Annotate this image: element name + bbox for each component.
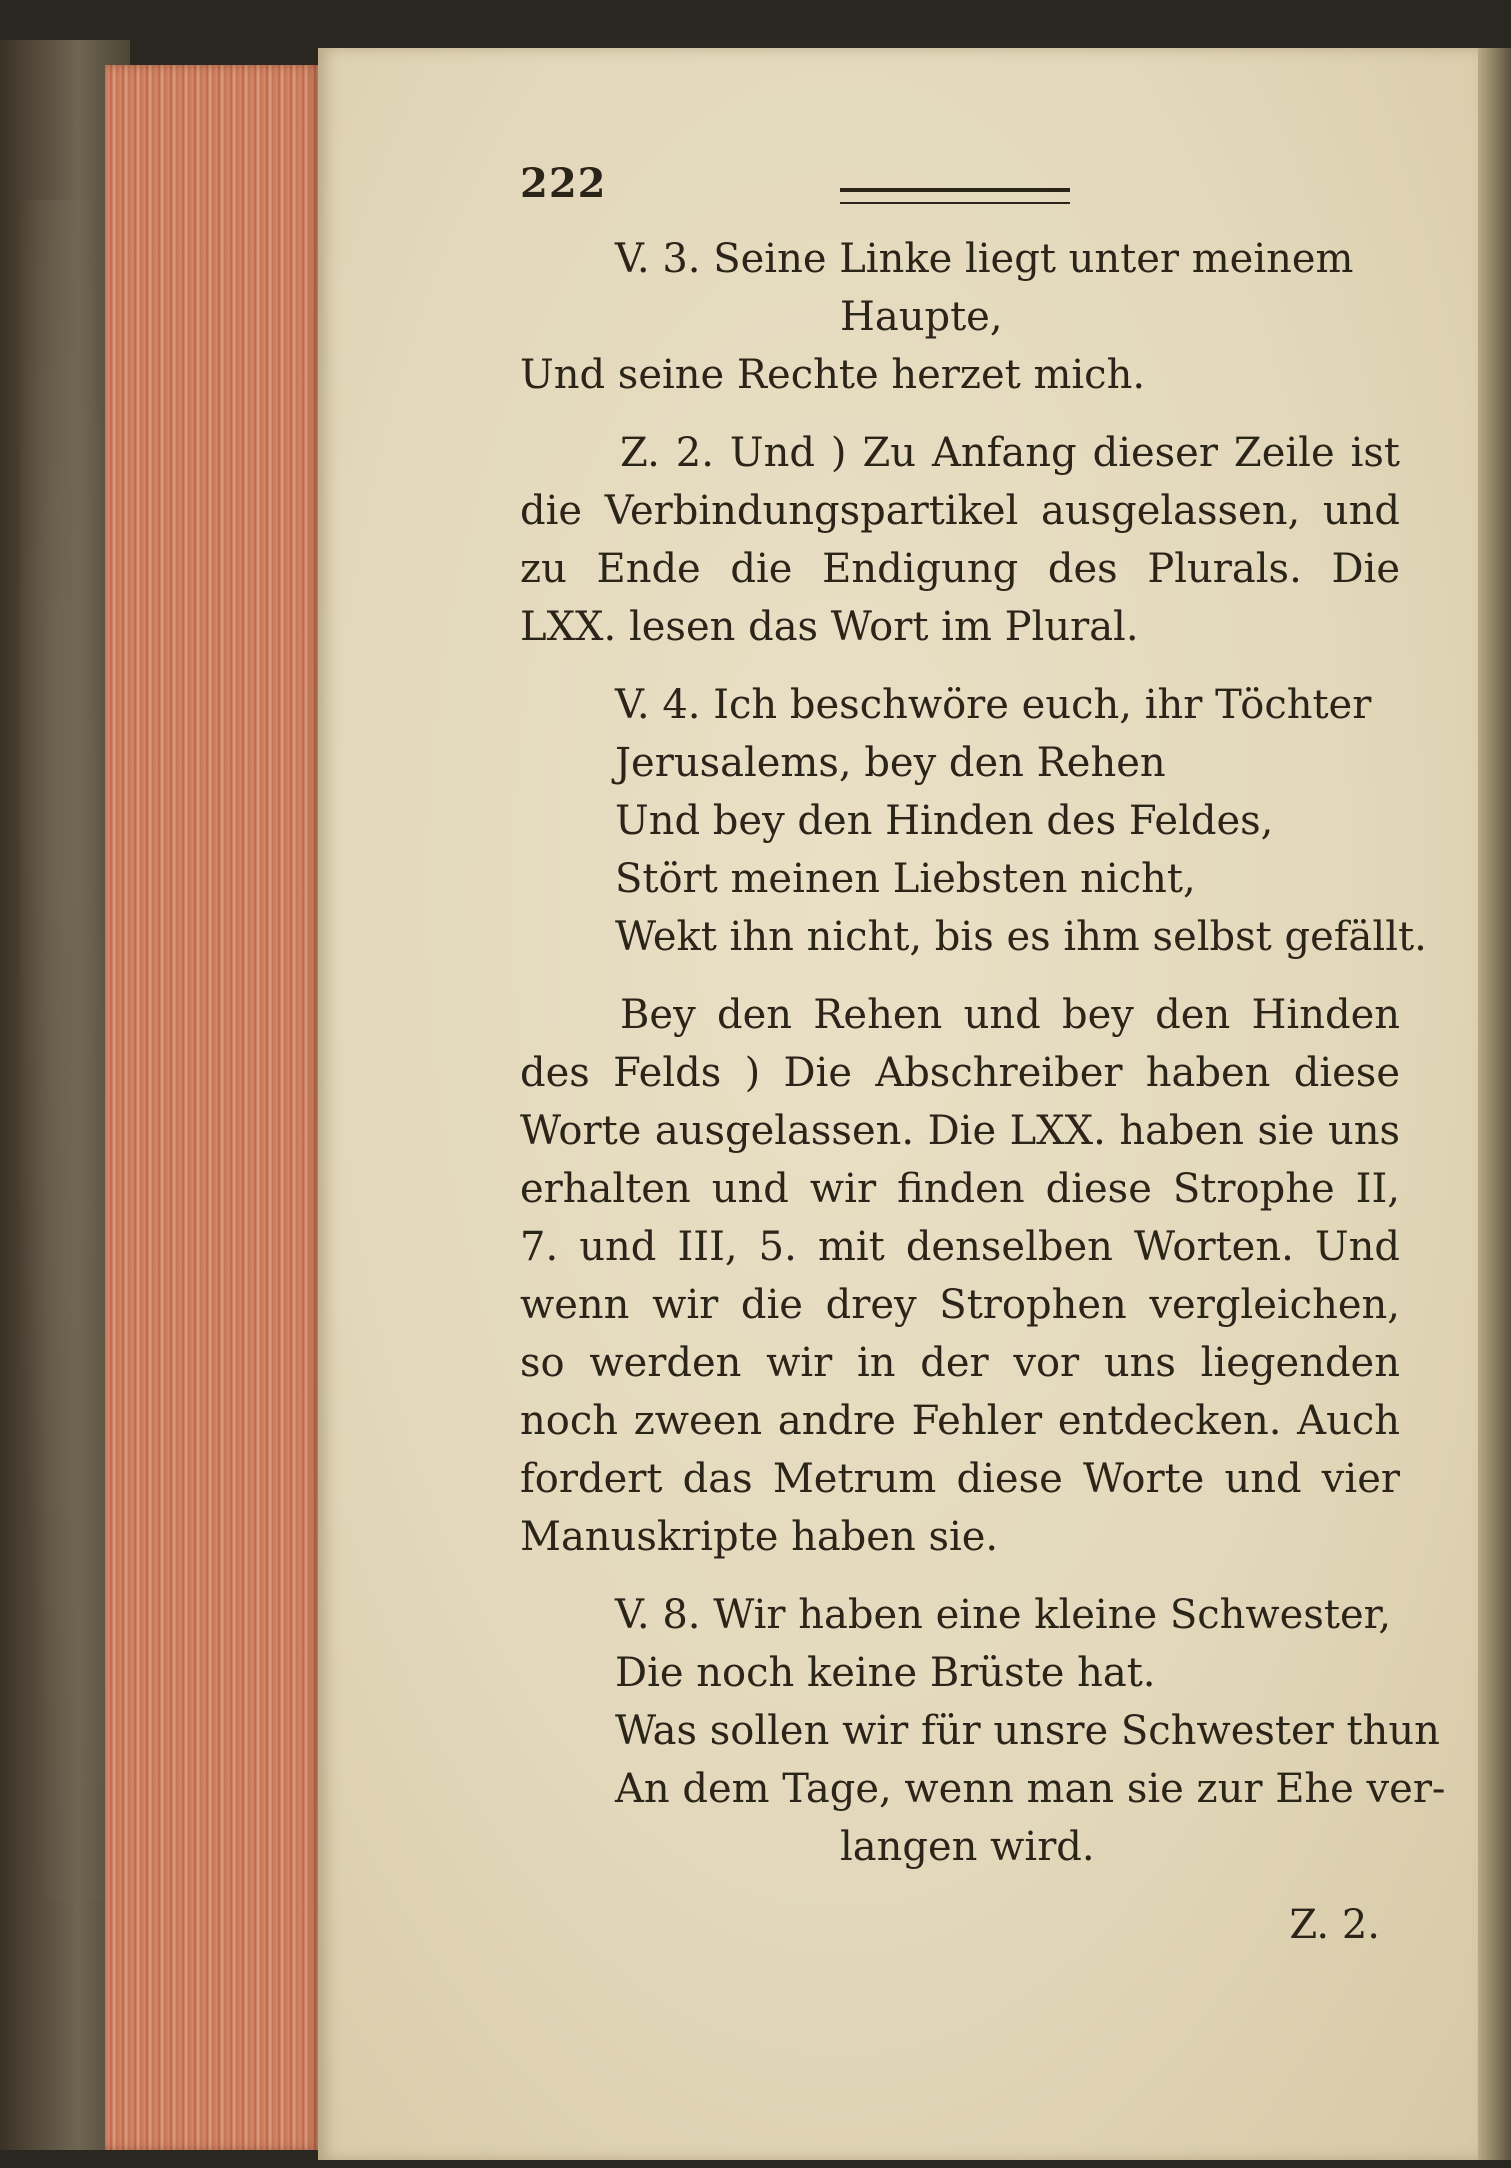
verse-8 — [520, 1586, 1446, 1876]
page-number: 222 — [520, 160, 607, 207]
verse-line: Was sollen wir für unsre Schwester thun — [615, 1708, 1440, 1754]
verse-line: langen wird. — [840, 1824, 1095, 1870]
verse-line: Die noch keine Brüste hat. — [615, 1650, 1156, 1696]
page-header — [520, 160, 1400, 230]
page-edges — [105, 65, 320, 2150]
verse-line: V. 3. Seine Linke liegt unter meinem — [615, 236, 1354, 282]
note-verse-4: Bey den Rehen und bey den Hinden des Felds ) Die Abschreiber haben diese Worte ausgelassen. Die LXX. haben sie uns erhalten und wir finden diese Strophe II, 7. und III, 5. mit denselben Worten. Und wenn wir die drey Strophen vergleichen, so werden wir in der vor uns liegenden noch zween andre Fehler entdecken. Auch fordert das Metrum diese Worte und vier Manuskripte haben sie. — [520, 992, 1400, 1560]
binding-texture — [20, 200, 110, 1900]
catchword: Z. 2. — [1289, 1902, 1380, 1948]
verse-3 — [520, 230, 1400, 404]
verse-line: Stört meinen Liebsten nicht, — [615, 856, 1196, 902]
page-content — [520, 160, 1446, 1954]
verse-line: Und bey den Hinden des Feldes, — [615, 798, 1274, 844]
verse-4 — [520, 676, 1427, 966]
verse-line: Jerusalems, bey den Rehen — [615, 740, 1166, 786]
verse-line: Wekt ihn nicht, bis es ihm selbst gefällt. — [615, 914, 1427, 960]
verse-line: Und seine Rechte herzet mich. — [520, 352, 1146, 398]
verse-line: An dem Tage, wenn man sie zur Ehe ver- — [615, 1766, 1446, 1812]
page-gutter-shadow — [1478, 48, 1511, 2160]
verse-line: V. 4. Ich beschwöre euch, ihr Töchter — [615, 682, 1372, 728]
header-rule — [840, 188, 1070, 204]
verse-line: Haupte, — [840, 294, 1003, 340]
note-verse-3: Z. 2. Und ) Zu Anfang dieser Zeile ist die Verbindungspartikel ausgelassen, und zu Ende die Endigung des Plurals. Die LXX. lesen das Wort im Plural. — [520, 430, 1400, 650]
verse-line: V. 8. Wir haben eine kleine Schwester, — [615, 1592, 1392, 1638]
